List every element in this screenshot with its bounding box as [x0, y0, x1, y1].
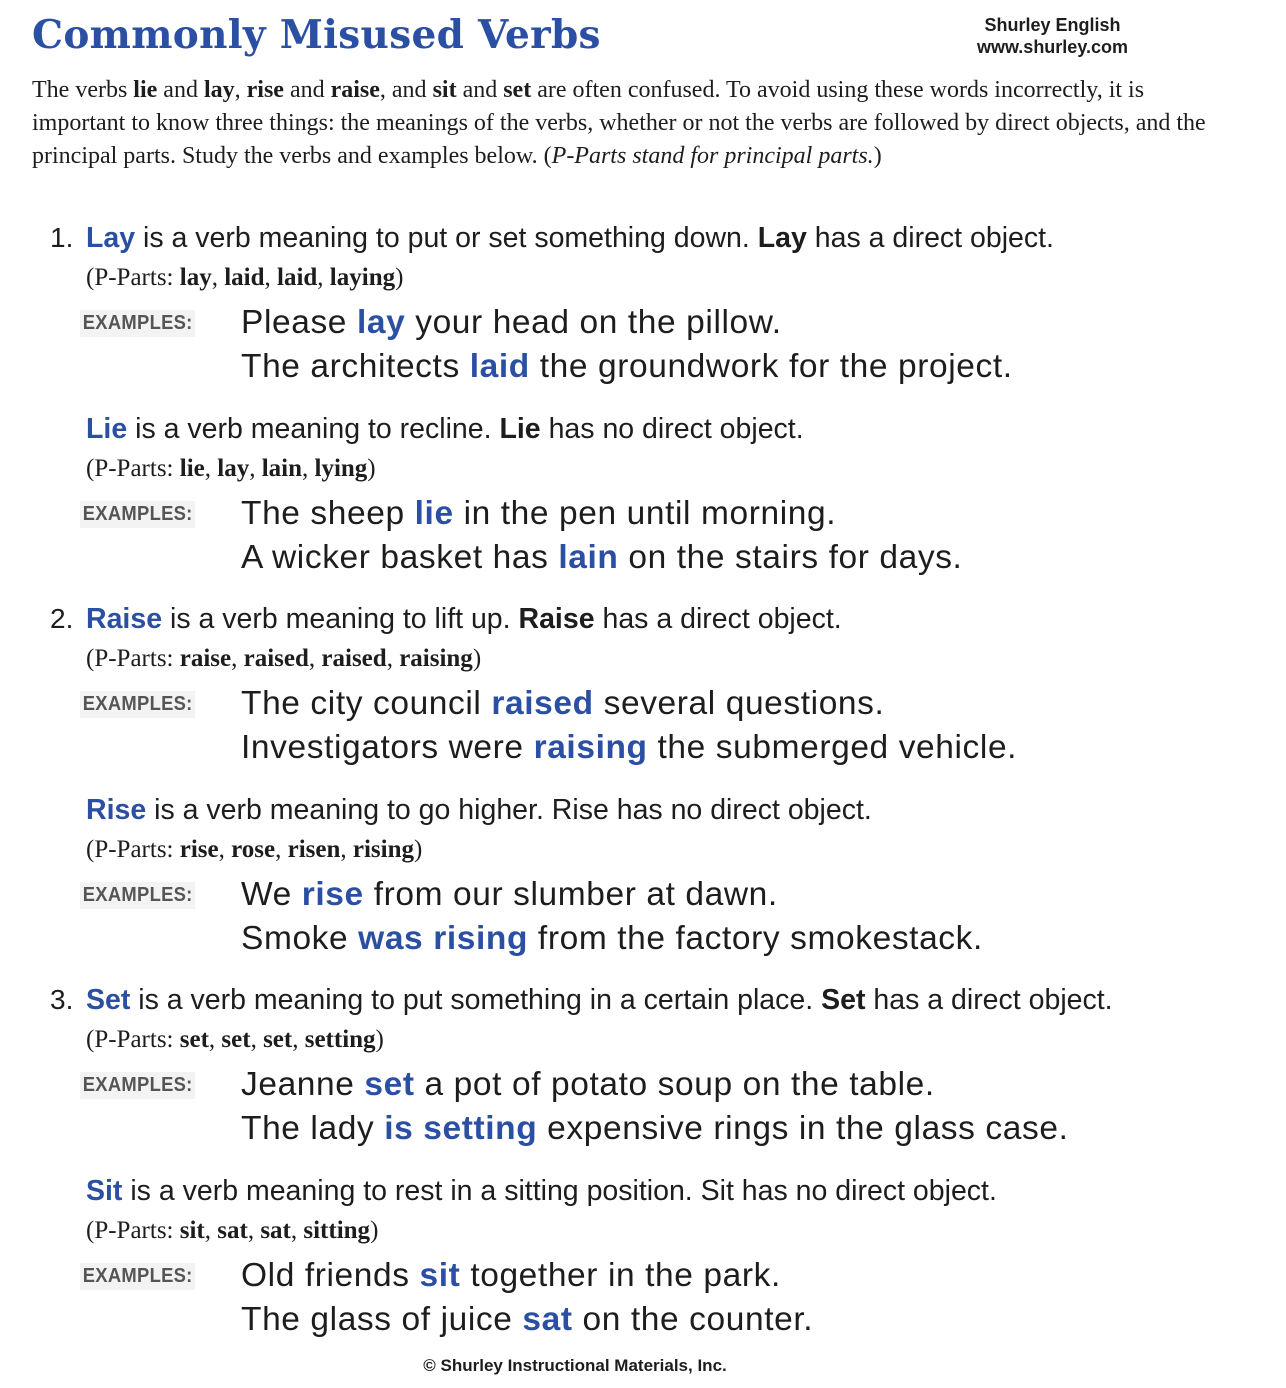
example-sentence	[241, 685, 884, 723]
principal-parts: (P-Parts: raise, raised, raised, raising)	[86, 645, 482, 673]
examples-label: EXAMPLES:	[80, 310, 195, 337]
example-sentence	[241, 876, 778, 914]
principal-parts: (P-Parts: rise, rose, risen, rising)	[86, 835, 423, 863]
text-segment: is a verb meaning to put or set something down.	[135, 222, 758, 254]
verb-section	[0, 222, 1286, 412]
principal-part: set	[179, 1026, 209, 1054]
verb-definition	[86, 413, 804, 446]
principal-part: set	[221, 1026, 251, 1054]
text-segment: Please	[241, 304, 357, 341]
pparts-prefix: (P-Parts:	[86, 1217, 180, 1244]
pparts-prefix: (P-Parts:	[86, 835, 180, 863]
text-segment: The architects	[241, 348, 470, 385]
verb-highlight: raised	[491, 685, 594, 723]
section-number: 1.	[50, 222, 74, 253]
bold-term: Lay	[757, 222, 807, 254]
principal-part: sat	[217, 1217, 248, 1244]
principal-part: laid	[277, 264, 318, 291]
verb-highlight: set	[364, 1066, 415, 1104]
page-title: Commonly Misused Verbs	[32, 12, 601, 58]
example-sentence	[241, 729, 1017, 767]
section-number: 2.	[50, 603, 74, 635]
pparts-prefix: (P-Parts:	[86, 1026, 180, 1054]
verb-highlight: rise	[301, 875, 364, 913]
principal-parts: (P-Parts: lie, lay, lain, lying)	[86, 454, 376, 482]
examples-label: EXAMPLES:	[80, 501, 195, 528]
text-segment: The verbs	[32, 77, 134, 103]
verb-section	[0, 794, 1286, 984]
text-segment: The city council	[241, 685, 492, 723]
pparts-suffix: )	[472, 645, 482, 673]
text-segment: is a verb meaning to lift up.	[162, 603, 519, 636]
verb-highlight: was rising	[358, 919, 529, 957]
text-segment: The lady	[241, 1110, 385, 1148]
text-segment: ,	[234, 77, 247, 103]
italic-note: P-Parts stand for principal parts.	[551, 143, 874, 169]
publisher-info	[940, 14, 1165, 58]
verb-highlight: Sit	[86, 1175, 123, 1207]
bold-term: sit	[432, 77, 457, 103]
text-segment: Jeanne	[241, 1066, 365, 1104]
principal-part: lain	[261, 454, 302, 482]
verb-definition	[86, 794, 872, 827]
text-segment: a pot of potato soup on the table.	[414, 1066, 935, 1104]
text-segment: Old friends	[241, 1257, 420, 1294]
verb-highlight: laid	[469, 348, 530, 385]
verb-highlight: raising	[533, 729, 648, 767]
example-sentence	[241, 1110, 1069, 1148]
text-segment: has a direct object.	[594, 603, 842, 636]
text-segment: is a verb meaning to rest in a sitting position. Sit has no direct object.	[122, 1175, 997, 1207]
text-segment: )	[873, 143, 882, 169]
text-segment: The sheep	[241, 494, 415, 532]
text-segment: Investigators were	[241, 729, 534, 767]
pparts-suffix: )	[395, 264, 404, 291]
principal-part: lie	[179, 454, 205, 482]
text-segment: from our slumber at dawn.	[363, 875, 778, 913]
verb-highlight: sat	[522, 1301, 573, 1338]
example-sentence	[241, 1301, 813, 1339]
principal-part: rose	[231, 835, 276, 863]
text-segment: is a verb meaning to put something in a certain place.	[130, 984, 822, 1017]
principal-parts: (P-Parts: sit, sat, sat, sitting)	[86, 1217, 379, 1244]
text-segment: is a verb meaning to go higher. Rise has no direct object.	[146, 793, 872, 826]
verb-definition	[86, 222, 1054, 255]
example-sentence	[241, 495, 836, 533]
bold-term: lay	[203, 77, 235, 103]
pparts-prefix: (P-Parts:	[86, 264, 180, 291]
text-segment: is a verb meaning to recline.	[127, 412, 500, 445]
verb-highlight: Lay	[86, 222, 136, 254]
bold-term: Set	[821, 984, 866, 1017]
principal-part: raising	[399, 645, 473, 673]
pparts-prefix: (P-Parts:	[86, 454, 180, 482]
bold-term: set	[503, 77, 532, 103]
verb-highlight: Lie	[86, 412, 128, 445]
text-segment: your head on the pillow.	[405, 304, 782, 341]
verb-highlight: sit	[419, 1257, 461, 1294]
verb-section	[0, 1175, 1286, 1365]
verb-section	[0, 413, 1286, 603]
examples-label: EXAMPLES:	[80, 1072, 195, 1099]
examples-label: EXAMPLES:	[80, 691, 195, 718]
verb-highlight: Set	[86, 984, 131, 1017]
principal-part: rise	[179, 835, 219, 863]
text-segment: in the pen until morning.	[453, 494, 837, 532]
text-segment: on the counter.	[572, 1301, 814, 1338]
principal-part: sitting	[303, 1217, 371, 1244]
bold-term: Raise	[518, 603, 595, 636]
verb-definition	[86, 603, 842, 636]
verb-highlight: lay	[356, 304, 406, 341]
principal-part: setting	[304, 1026, 376, 1054]
examples-label: EXAMPLES:	[80, 1263, 195, 1290]
text-segment: the submerged vehicle.	[647, 729, 1018, 767]
example-sentence	[241, 1066, 935, 1104]
principal-part: laying	[329, 264, 396, 291]
bold-term: rise	[246, 77, 284, 103]
text-segment: A wicker basket has	[241, 538, 559, 576]
text-segment: The glass of juice	[241, 1301, 523, 1338]
text-segment: together in the park.	[460, 1257, 781, 1294]
bold-term: raise	[330, 77, 380, 103]
principal-part: sit	[179, 1217, 205, 1244]
verb-highlight: Rise	[86, 793, 147, 826]
principal-part: set	[263, 1026, 293, 1054]
pparts-suffix: )	[414, 835, 423, 863]
bold-term: Lie	[499, 412, 541, 445]
principal-part: sat	[260, 1217, 291, 1244]
text-segment: are often confused. To avoid using these words incorrectly, it is important to know three things: the meanings of the verbs, whether or not the verbs are followed by direct objects, and the principal parts. Study the verbs and examples below. (	[32, 77, 1206, 169]
principal-part: lying	[314, 454, 368, 482]
publisher-url[interactable]: www.shurley.com	[976, 37, 1129, 57]
example-sentence	[241, 348, 1013, 386]
verb-section	[0, 984, 1286, 1174]
verb-highlight: lie	[414, 494, 454, 532]
text-segment: has a direct object.	[806, 222, 1054, 254]
example-sentence	[241, 304, 782, 342]
text-segment: on the stairs for days.	[618, 538, 963, 576]
pparts-prefix: (P-Parts:	[86, 645, 180, 673]
verb-definition	[86, 984, 1113, 1017]
text-segment: expensive rings in the glass case.	[537, 1110, 1069, 1148]
verb-section	[0, 603, 1286, 793]
principal-parts: (P-Parts: lay, laid, laid, laying)	[86, 264, 404, 291]
copyright: © Shurley Instructional Materials, Inc.	[423, 1356, 727, 1375]
principal-part: laid	[224, 264, 265, 291]
pparts-suffix: )	[367, 454, 376, 482]
verb-highlight: Raise	[86, 603, 163, 636]
text-segment: from the factory smokestack.	[528, 919, 983, 957]
text-segment: the groundwork for the project.	[529, 348, 1013, 385]
principal-part: raised	[243, 645, 309, 673]
verb-definition	[86, 1175, 997, 1208]
text-segment: has a direct object.	[865, 984, 1113, 1017]
principal-parts: (P-Parts: set, set, set, setting)	[86, 1026, 384, 1054]
bold-term: lie	[133, 77, 158, 103]
verb-highlight: is setting	[384, 1110, 538, 1148]
section-number: 3.	[50, 984, 74, 1016]
verb-highlight: lain	[558, 538, 619, 576]
text-segment: Smoke	[241, 919, 359, 957]
principal-part: risen	[287, 835, 341, 863]
principal-part: lay	[179, 264, 212, 291]
example-sentence	[241, 539, 962, 577]
text-segment: and	[157, 77, 204, 103]
text-segment: and	[456, 77, 504, 103]
principal-part: raise	[179, 645, 232, 673]
text-segment: has no direct object.	[540, 412, 804, 445]
example-sentence	[241, 1257, 781, 1295]
intro-paragraph	[32, 74, 1232, 173]
text-segment: and	[283, 77, 331, 103]
principal-part: lay	[217, 454, 250, 482]
pparts-suffix: )	[375, 1026, 384, 1054]
text-segment: , and	[379, 77, 433, 103]
principal-part: rising	[352, 835, 415, 863]
example-sentence	[241, 920, 983, 958]
text-segment: several questions.	[593, 685, 885, 723]
examples-label: EXAMPLES:	[80, 882, 195, 909]
principal-part: raised	[321, 645, 387, 673]
pparts-suffix: )	[370, 1217, 379, 1244]
publisher-name: Shurley English	[984, 15, 1121, 35]
text-segment: We	[241, 875, 302, 913]
